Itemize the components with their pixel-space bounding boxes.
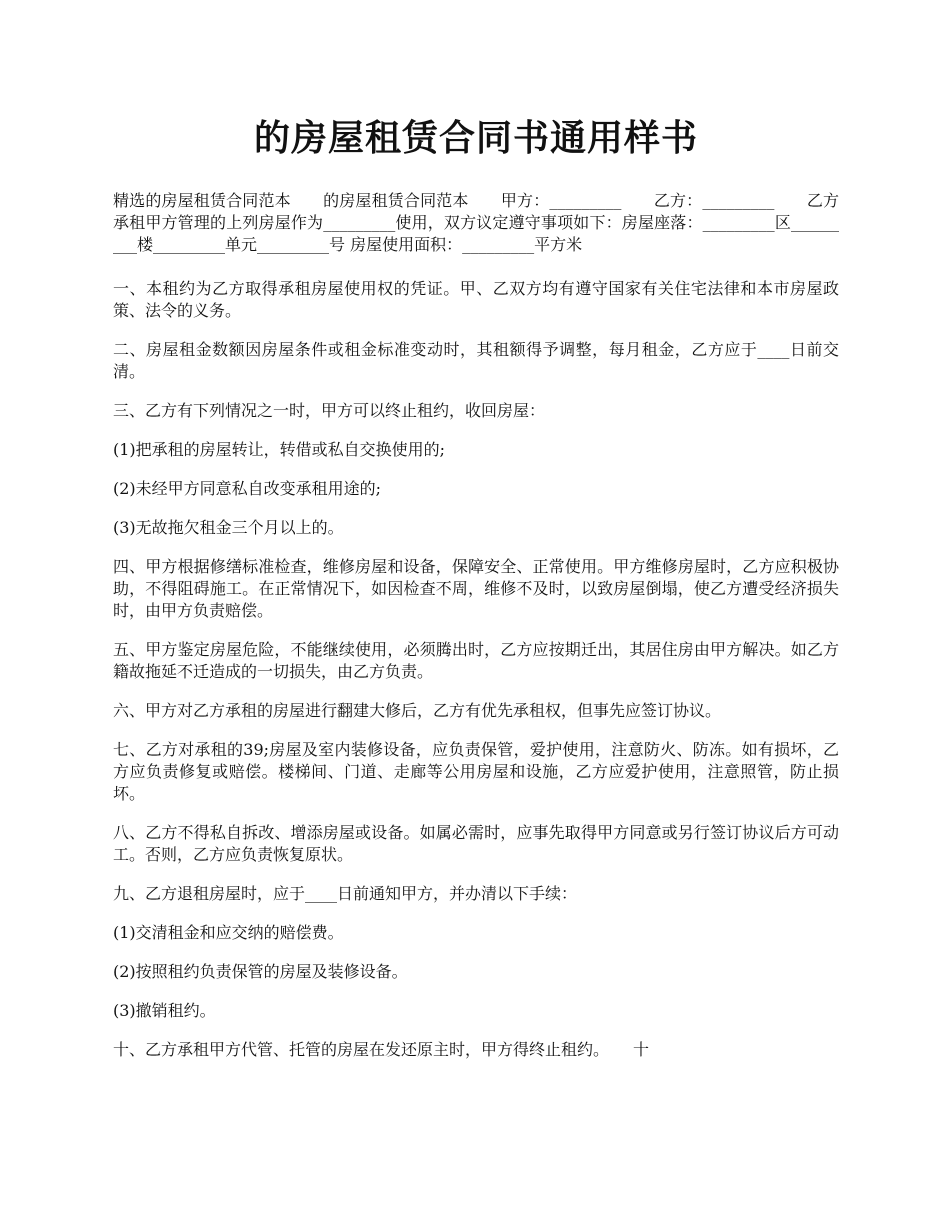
document-page bbox=[113, 110, 839, 1078]
clause-paragraph: 八、乙方不得私自拆改、增添房屋或设备。如属必需时，应事先取得甲方同意或另行签订协议后方可动工。否则，乙方应负责恢复原状。 bbox=[113, 823, 839, 864]
clause-paragraph: 一、本租约为乙方取得承租房屋使用权的凭证。甲、乙双方均有遵守国家有关住宅法律和本市房屋政策、法令的义务。 bbox=[113, 279, 839, 320]
clause-paragraph: 三、乙方有下列情况之一时，甲方可以终止租约，收回房屋： bbox=[113, 401, 546, 420]
clause-item: (1)交清租金和应交纳的赔偿费。 bbox=[113, 923, 344, 942]
clause-item: (3)无故拖欠租金三个月以上的。 bbox=[113, 518, 344, 537]
clause-paragraph: 四、甲方根据修缮标准检查，维修房屋和设备，保障安全、正常使用。甲方维修房屋时，乙方应积极协助，不得阻碍施工。在正常情况下，如因检查不周，维修不及时，以致房屋倒塌，使乙方遭受经济损失时，由甲方负责赔偿。 bbox=[113, 557, 839, 620]
document-title: 的房屋租赁合同书通用样书 bbox=[253, 117, 698, 159]
clause-paragraph: 二、房屋租金数额因房屋条件或租金标准变动时，其租额得予调整，每月租金，乙方应于____日前交清。 bbox=[113, 340, 839, 381]
clause-paragraph: 五、甲方鉴定房屋危险，不能继续使用，必须腾出时，乙方应按期迁出，其居住房由甲方解决。如乙方籍故拖延不迁造成的一切损失，由乙方负责。 bbox=[113, 640, 839, 681]
clause-item: (3)撤销租约。 bbox=[113, 1001, 216, 1020]
intro-paragraph: 精选的房屋租赁合同范本 的房屋租赁合同范本 甲方：_________ 乙方：_________ 乙方承租甲方管理的上列房屋作为_________使用，双方议定遵守事项如下：房屋座落：_________区_________楼_________单元_________号 房屋使用面积：_________平方米 bbox=[113, 191, 839, 254]
clause-paragraph: 七、乙方对承租的39;房屋及室内装修设备，应负责保管，爱护使用，注意防火、防冻。如有损坏，乙方应负责修复或赔偿。楼梯间、门道、走廊等公用房屋和设施，乙方应爱护使用，注意照管，防止损坏。 bbox=[113, 740, 839, 803]
clause-item: (1)把承租的房屋转让，转借或私自交换使用的; bbox=[113, 440, 446, 459]
clause-paragraph: 六、甲方对乙方承租的房屋进行翻建大修后，乙方有优先承租权，但事先应签订协议。 bbox=[113, 701, 722, 720]
clause-item: (2)按照租约负责保管的房屋及装修设备。 bbox=[113, 962, 408, 981]
clause-item: (2)未经甲方同意私自改变承租用途的; bbox=[113, 479, 382, 498]
clause-paragraph: 十、乙方承租甲方代管、托管的房屋在发还原主时，甲方得终止租约。 十 bbox=[113, 1040, 650, 1059]
clause-paragraph: 九、乙方退租房屋时，应于____日前通知甲方，并办清以下手续： bbox=[113, 884, 578, 903]
